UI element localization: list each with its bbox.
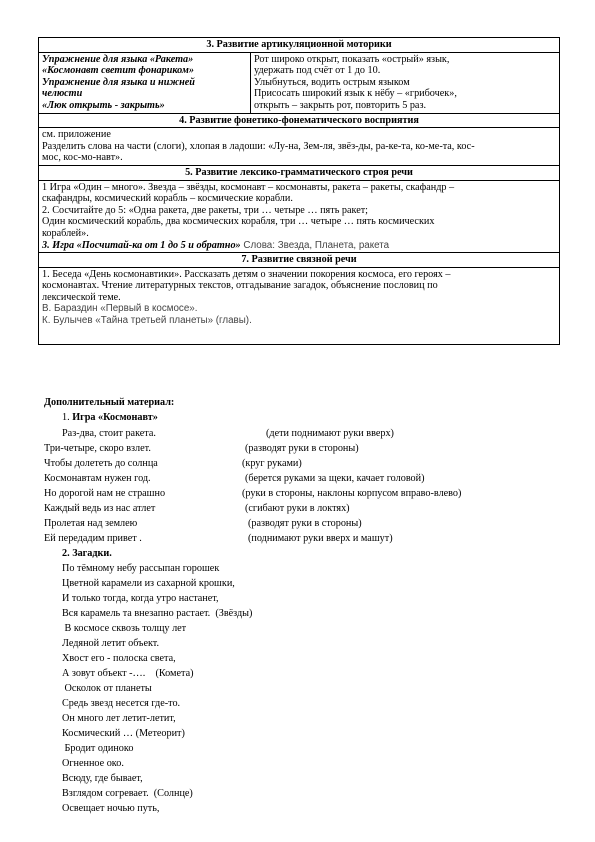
sec3-right-line: Присосать широкий язык к нёбу – «грибочек»,: [254, 88, 457, 100]
sec3-exercises: [39, 52, 251, 113]
sec7-line: 1. Беседа «День космонавтики». Рассказать детям о значении покорения космоса, его героях –: [42, 268, 451, 280]
verse-action: (дети поднимают руки вверх): [266, 428, 394, 439]
sec7-body: [39, 267, 560, 344]
sec3-right-line: Улыбнуться, водить острым языком: [254, 76, 410, 88]
riddle-line: Вся карамель та внезапно растает. (Звёзды): [62, 608, 253, 619]
riddles-title: 2. Загадки.: [62, 548, 112, 559]
sec3-right-line: Рот широко открыт, показать «острый» язык,: [254, 53, 450, 65]
book-item: В. Бараздин «Первый в космосе».: [42, 303, 198, 315]
section-7-title: 7. Развитие связной речи: [39, 253, 560, 268]
riddle-line: Он много лет летит-летит,: [62, 713, 176, 724]
riddle-line: Всюду, где бывает,: [62, 773, 143, 784]
sec5-line: скафандры, космический корабль – космические корабли.: [42, 193, 293, 205]
game-title: Игра «Космонавт»: [72, 412, 158, 423]
verse-action: (разводят руки в стороны): [248, 518, 362, 529]
verse-line: Космонавтам нужен год.: [44, 473, 151, 484]
sec3-right-line: открыть – закрыть рот, повторить 5 раз.: [254, 99, 427, 111]
sec3-left-line: челюсти: [42, 88, 83, 100]
riddle-line: Огненное око.: [62, 758, 124, 769]
sec5-line: Один космический корабль, два космических корабля, три … четыре … пять космических: [42, 216, 435, 228]
sec4-line: см. приложение: [42, 129, 111, 141]
sec3-left-line: «Космонавт светит фонариком»: [42, 65, 194, 77]
sec5-body: [39, 180, 560, 253]
riddle-line: Бродит одиноко: [62, 743, 134, 754]
sec3-descriptions: [251, 52, 560, 113]
verse-line: Но дорогой нам не страшно: [44, 488, 166, 499]
verse-action: (разводят руки в стороны): [245, 443, 359, 454]
sec5-line: 1 Игра «Один – много». Звезда – звёзды, космонавт – космонавты, ракета – ракеты, скафандр –: [42, 181, 455, 193]
sec5-line: кораблей».: [42, 227, 89, 239]
riddle-line: А зовут объект -…. (Комета): [62, 668, 194, 679]
section-5-title: 5. Развитие лексико-грамматического строя речи: [39, 165, 560, 180]
riddle-line: Средь звезд несется где-то.: [62, 698, 181, 709]
riddle-line: Взглядом согревает. (Солнце): [62, 788, 193, 799]
sec3-left-line: Упражнение для языка и нижней: [42, 76, 195, 88]
sec7-line: космонавтах. Чтение литературных текстов, отгадывание загадок, объяснение пословиц по: [42, 280, 438, 292]
riddle-line: Осколок от планеты: [62, 683, 152, 694]
game-number: 1.: [62, 412, 70, 423]
sec4-line: мос, кос-мо-навт».: [42, 152, 123, 164]
sec5-line: 2. Сосчитайте до 5: «Одна ракета, две ракеты, три … четыре … пять ракет;: [42, 204, 368, 216]
verse-line: Каждый ведь из нас атлет: [44, 503, 156, 514]
verse-action: (берется руками за щеки, качает головой): [245, 473, 425, 484]
riddle-line: По тёмному небу рассыпан горошек: [62, 563, 220, 574]
section-3-title: 3. Развитие артикуляционной моторики: [39, 38, 560, 53]
riddle-line: И только тогда, когда утро настанет,: [62, 593, 219, 604]
sec3-right-line: удержать под счёт от 1 до 10.: [254, 65, 381, 77]
sec4-body: [39, 128, 560, 166]
section-4-title: 4. Развитие фонетико-фонематического восприятия: [39, 113, 560, 128]
lesson-table: [38, 37, 560, 345]
riddle-line: Цветной карамели из сахарной крошки,: [62, 578, 235, 589]
verse-action: (круг руками): [242, 458, 302, 469]
game3-words: Слова: Звезда, Планета, ракета: [240, 239, 390, 251]
verse-line: Три-четыре, скоро взлет.: [44, 443, 151, 454]
sec3-left-line: Упражнение для языка «Ракета»: [42, 53, 194, 65]
extra-heading: Дополнительный материал:: [44, 397, 175, 408]
sec5-game3: [42, 240, 556, 252]
riddle-line: В космосе сквозь толщу лет: [62, 623, 187, 634]
verse-line: Раз-два, стоит ракета.: [62, 428, 156, 439]
verse-action: (сгибают руки в локтях): [245, 503, 350, 514]
riddle-line: Хвост его - полоска света,: [62, 653, 176, 664]
sec3-left-line: «Люк открыть - закрыть»: [42, 99, 165, 111]
verse-action: (поднимают руки вверх и машут): [248, 533, 393, 544]
book-item: К. Булычев «Тайна третьей планеты» (главы).: [42, 315, 252, 327]
game-heading: [62, 412, 158, 424]
riddle-line: Ледяной летит объект.: [62, 638, 160, 649]
riddle-line: Освещает ночью путь,: [62, 803, 160, 814]
verse-line: Чтобы долететь до солнца: [44, 458, 158, 469]
game3-title: 3. Игра «Посчитай-ка от 1 до 5 и обратно»: [42, 239, 241, 251]
sec7-line: лексической теме.: [42, 291, 121, 303]
riddle-line: Космический … (Метеорит): [62, 728, 185, 739]
verse-line: Ей передадим привет .: [44, 533, 142, 544]
verse-action: (руки в стороны, наклоны корпусом вправо-влево): [242, 488, 462, 499]
sec4-line: Разделить слова на части (слоги), хлопая в ладоши: «Лу-на, Зем-ля, звёз-ды, ра-ке-та, ко-ме-та, кос-: [42, 140, 475, 152]
verse-line: Пролетая над землею: [44, 518, 138, 529]
